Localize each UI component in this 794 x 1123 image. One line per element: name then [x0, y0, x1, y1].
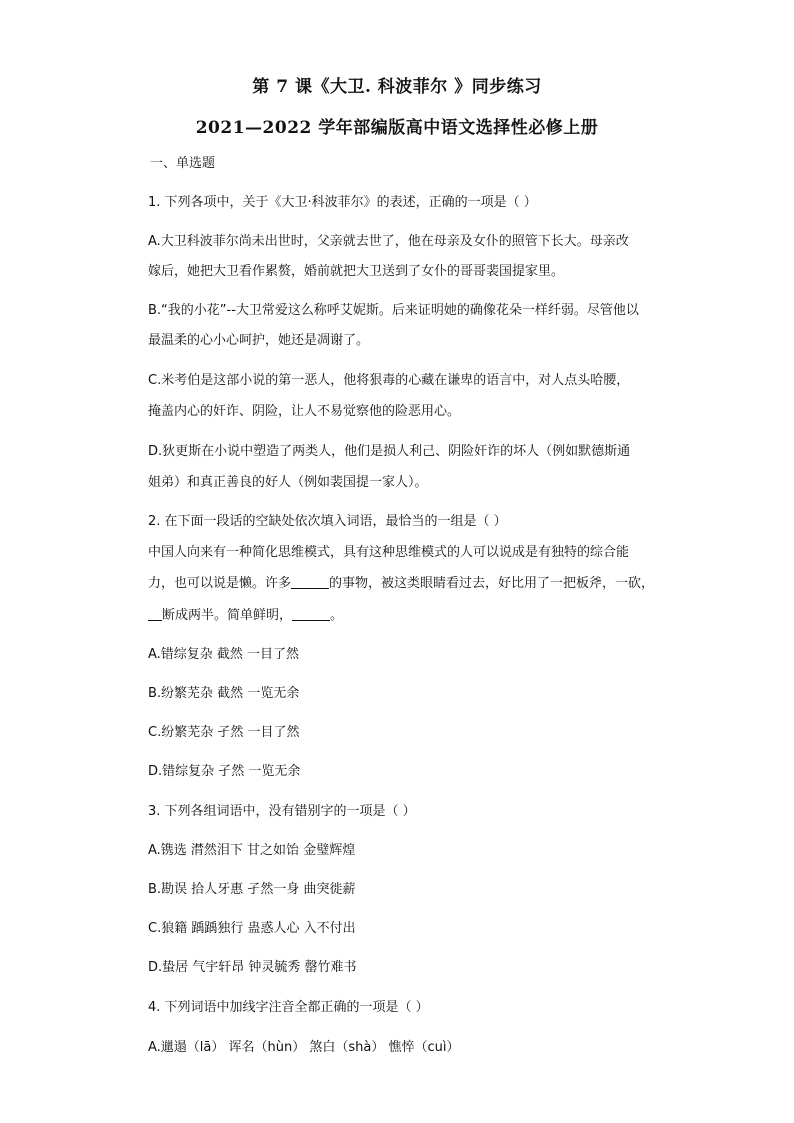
question-2-option-b: B.纷繁芜杂 截然 一览无余 — [148, 686, 300, 701]
question-2-option-d: D.错综复杂 孑然 一览无余 — [148, 764, 301, 779]
passage-text: 力，也可以说是懒。许多 — [148, 576, 292, 591]
question-3-option-c: C.狼籍 踽踽独行 蛊惑人心 入不付出 — [148, 921, 356, 936]
question-1-option-a-line1: A.大卫科波菲尔尚未出世时，父亲就去世了，他在母亲及女仆的照管下长大。母亲改 — [148, 234, 629, 249]
section-heading: 一、单选题 — [150, 156, 216, 171]
passage-text: 的事物，被这类眼睛看过去，好比用了一把板斧，一砍， — [329, 576, 655, 591]
question-2-option-c: C.纷繁芜杂 孑然 一目了然 — [148, 725, 300, 740]
question-1-option-b-line2: 最温柔的心小心呵护，她还是凋谢了。 — [148, 333, 370, 348]
passage-text: 断成两半。简单鲜明， — [162, 608, 293, 623]
fill-blank-3 — [292, 607, 330, 621]
question-1-option-d-line2: 姐弟）和真正善良的好人（例如裴国提一家人）。 — [148, 475, 428, 490]
passage-text: 。 — [330, 608, 344, 623]
question-1-option-d-line1: D.狄更斯在小说中塑造了两类人，他们是损人利己、阴险奸诈的坏人（例如默德斯通 — [148, 444, 631, 459]
question-1-option-b-line1: B.“我的小花”--大卫常爱这么称呼艾妮斯。后来证明她的确像花朵一样纤弱。尽管他以 — [148, 303, 639, 318]
question-3-option-b: B.勘误 拾人牙惠 孑然一身 曲突徙薪 — [148, 882, 356, 897]
question-3-option-a: A.镌选 潸然泪下 甘之如饴 金璧辉煌 — [148, 843, 356, 858]
fill-blank-1 — [291, 575, 329, 589]
document-title: 第 7 课《大卫. 科波菲尔 》同步练习 — [252, 77, 542, 97]
question-2-option-a: A.错综复杂 截然 一目了然 — [148, 647, 300, 662]
question-1-option-c-line2: 掩盖内心的奸诈、阴险，让人不易觉察他的险恶用心。 — [148, 404, 461, 419]
question-1-option-c-line1: C.米考伯是这部小说的第一恶人，他将狠毒的心藏在谦卑的语言中，对人点头哈腰， — [148, 373, 630, 388]
question-2-stem: 2. 在下面一段话的空缺处依次填入词语，最恰当的一组是（ ） — [148, 514, 507, 529]
question-3-option-d: D.蛰居 气宇轩昂 钟灵毓秀 罄竹难书 — [148, 960, 357, 975]
question-1-stem: 1. 下列各项中，关于《大卫·科波菲尔》的表述，正确的一项是（ ） — [148, 195, 537, 210]
question-2-passage-line3 — [148, 604, 343, 623]
question-2-passage-line1: 中国人向来有一种简化思维模式，具有这种思维模式的人可以说成是有独特的综合能 — [148, 545, 630, 560]
question-2-passage-line2 — [148, 572, 654, 591]
fill-blank-2 — [148, 607, 162, 621]
document-subtitle: 2021—2022 学年部编版高中语文选择性必修上册 — [195, 118, 599, 138]
question-1-option-a-line2: 嫁后，她把大卫看作累赘，婚前就把大卫送到了女仆的哥哥裴国提家里。 — [148, 264, 565, 279]
question-4-option-a: A.邋遢（lā） 诨名（hùn） 煞白（shà） 憔悴（cuì） — [148, 1040, 460, 1055]
question-4-stem: 4. 下列词语中加线字注音全都正确的一项是（ ） — [148, 1000, 429, 1015]
question-3-stem: 3. 下列各组词语中，没有错别字的一项是（ ） — [148, 804, 416, 819]
